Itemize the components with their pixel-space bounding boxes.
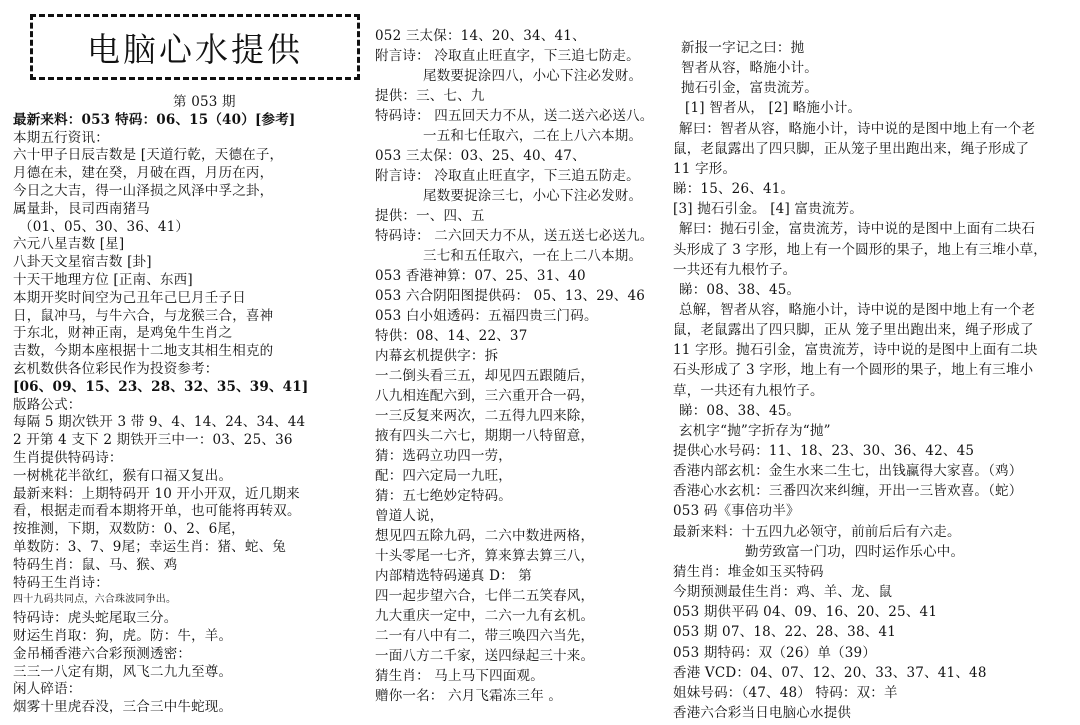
col3-line: 053 期供平码 04、09、16、20、25、41 bbox=[673, 604, 938, 621]
col2-line: 想见四五除九码，二六中数进两格， bbox=[375, 528, 595, 544]
col2-line: 053 六合阴阳图提供码： 05、13、29、46 bbox=[375, 288, 646, 304]
col2-line: 四一起步望六合，七伴二五笑春风， bbox=[375, 588, 595, 604]
col2-line: 猜：选码立功四一劳， bbox=[375, 448, 512, 464]
col1-line: 一树桃花半欲红，猴有口福又复出。 bbox=[13, 467, 233, 484]
col1-line: 十天干地理方位 [正南、东西] bbox=[13, 272, 193, 288]
col1-line: 六十甲子日辰吉数是 [天道行乾，天德在子， bbox=[13, 147, 284, 164]
col2-line: 八九相连配六到，三六重开合一码， bbox=[375, 388, 595, 404]
col3-line: 睇：08、38、45。 bbox=[679, 281, 801, 298]
col1-line: 闲人碎语： bbox=[13, 681, 82, 698]
col3-line: 姐妹号码：（47、48） 特码：双：羊 bbox=[673, 684, 898, 701]
col1-line: 金吊桶香港六合彩预测透密： bbox=[13, 645, 192, 662]
col3-line: 勤劳致富一门功，四时运作乐心中。 bbox=[745, 543, 965, 560]
col3-line: 智者从容，略施小计。 bbox=[681, 60, 818, 77]
col2-line: 配：四六定局一九旺， bbox=[375, 468, 512, 484]
col3-line: 053 期特码：双（26）单（39） bbox=[673, 644, 877, 661]
col1-line: 今日之大吉，得一山泽损之风泽中孚之卦， bbox=[13, 183, 274, 199]
col1-line: 三三一八定有期，风飞二九九至尊。 bbox=[13, 663, 233, 680]
col3-line: 香港内部玄机：金生水来二生七，出钱赢得大家喜。（鸡） bbox=[673, 463, 1023, 480]
col2-line: 内幕玄机提供字：拆 bbox=[375, 348, 499, 364]
col2-line: 特码诗： 二六回天力不从，送五送七必送九。 bbox=[375, 228, 654, 244]
page-title: 电脑心水提供 bbox=[87, 29, 303, 69]
col1-line: 特码诗：虎头蛇尾取三分。 bbox=[13, 610, 178, 627]
col1-line: 单数防：3、7、9尾；幸运生肖：猪、蛇、兔 bbox=[13, 539, 286, 555]
col2-line: 特码诗： 四五回天力不从，送二送六必送八。 bbox=[375, 108, 654, 124]
col3-line: 玄机字“抛”字折存为“抛” bbox=[679, 422, 831, 439]
col2-line: 053 三太保：03、25、40、47、 bbox=[375, 148, 586, 164]
col1-line: 本期五行资讯： bbox=[13, 129, 109, 146]
col2-line: 特供：08、14、22、37 bbox=[375, 328, 528, 344]
col1-line: 生肖提供特码诗： bbox=[13, 450, 123, 466]
col1-line: 特码王生肖诗： bbox=[13, 574, 109, 591]
col1-line: 特码生肖：鼠、马、猴、鸡 bbox=[13, 556, 178, 573]
col2-line: 掖有四头二六七，期期一八特留意， bbox=[375, 428, 595, 444]
col2-line: 赠你一名： 六月飞霜冻三年 。 bbox=[375, 688, 563, 704]
col2-line: 尾数要捉涂四八，小心下注必发财。 bbox=[423, 68, 643, 84]
col3-line: 香港心水玄机：三番四次来纠缠，开出一三皆欢喜。（蛇） bbox=[673, 483, 1023, 500]
col1-line: [06、09、15、23、28、32、35、39、41] bbox=[13, 378, 309, 395]
col3-line: [1] 智者从， [2] 略施小计。 bbox=[685, 100, 862, 117]
col1-line: 版路公式： bbox=[13, 396, 82, 413]
col3-line: 睇：15、26、41。 bbox=[673, 181, 795, 198]
col2-line: 提供：一、四、五 bbox=[375, 208, 485, 224]
title-box bbox=[30, 14, 360, 80]
col1-line: 月德在未，建在癸，月破在酉，月历在丙， bbox=[13, 165, 274, 182]
col2-line: 053 香港神算：07、25、31、40 bbox=[375, 268, 586, 284]
col3-line: 鼠，老鼠露出了四只脚，正从 笼子里出跑出来，绳子形成了 bbox=[673, 322, 1034, 339]
col3-line: 解曰：抛石引金，富贵流芳，诗中说的是图中上面有二块石 bbox=[679, 221, 1036, 238]
col1-line: 看，根据走而看本期将开单，也可能将再转双。 bbox=[13, 503, 301, 520]
col2-line: 二一有八中有二，带三唤四六当先， bbox=[375, 628, 595, 644]
col1-line: 于东北，财神正南，是鸡兔牛生肖之 bbox=[13, 325, 233, 342]
col2-line: 一二倒头看三五，却见四五跟随后， bbox=[375, 368, 595, 384]
col1-line: 日，鼠冲马，与牛六合，与龙猴三合，喜神 bbox=[13, 307, 274, 324]
col1-line: 按推测，下期，双数防：0、2、6尾， bbox=[13, 521, 245, 538]
col2-line: 猜：五七绝妙定特码。 bbox=[375, 488, 512, 504]
col3-line: 新报一字记之曰：抛 bbox=[681, 40, 805, 56]
col1-line: 财运生肖取：狗，虎。防：牛，羊。 bbox=[13, 628, 233, 644]
col3-line: 053 码《事倍功半》 bbox=[673, 503, 800, 520]
col3-line: 053 期 07、18、22、28、38、41 bbox=[673, 624, 897, 641]
col1-line: 属量卦，艮司西南猪马 bbox=[13, 200, 150, 217]
col2-line: 一三反复来两次，二五得九四来除， bbox=[375, 408, 595, 424]
col2-line: 内部精选特码递真 D： 第 bbox=[375, 568, 533, 584]
col2-line: 猜生肖： 马上马下四面观。 bbox=[375, 668, 544, 684]
col2-line: 九大重庆一定中，二六一九有玄机。 bbox=[375, 608, 595, 624]
col1-line: 每隔 5 期次铁开 3 带 9、4、14、24、34、44 bbox=[13, 414, 306, 431]
col3-line: 11 字形。 bbox=[673, 160, 737, 177]
col3-line: 香港 VCD：04、07、12、20、33、37、41、48 bbox=[673, 664, 987, 681]
col1-line: 最新来料：053 特码：06、15（40）[参考] bbox=[13, 111, 296, 128]
col2-line: 附言诗： 冷取直止旺直字，下三追五防走。 bbox=[375, 168, 640, 184]
col3-line: 香港六合彩当日电脑心水提供 bbox=[673, 704, 852, 721]
col2-line: 053 白小姐透码：五福四贵三门码。 bbox=[375, 308, 598, 324]
col3-line: 猜生肖：堆金如玉买特码 bbox=[673, 563, 824, 580]
col2-line: 提供：三、七、九 bbox=[375, 88, 485, 104]
col3-line: 抛石引金，富贵流芳。 bbox=[681, 80, 818, 97]
col1-line: 烟雾十里虎吞没，三合三中牛蛇现。 bbox=[13, 699, 233, 716]
col1-line: 六元八星吉数 [星] bbox=[13, 236, 125, 253]
col3-line: 鼠，老鼠露出了四只脚，正从笼子里出跑出来，绳子形成了 bbox=[673, 140, 1030, 157]
col3-line: 总解，智者从容，略施小计，诗中说的是图中地上有一个老 bbox=[679, 301, 1036, 318]
col2-line: 曾道人说， bbox=[375, 508, 444, 524]
col3-line: 解曰：智者从容，略施小计，诗中说的是图中地上有一个老 bbox=[679, 120, 1036, 137]
col3-line: 最新来料：十五四九必领守，前前后后有六走。 bbox=[673, 523, 961, 540]
col3-line: 睇：08、38、45。 bbox=[679, 402, 801, 419]
col1-line: 本期开奖时间空为己丑年己巳月壬子日 bbox=[13, 289, 246, 306]
col1-line: 吉数，今期本座根据十二地支其相生相克的 bbox=[13, 343, 274, 360]
col3-line: 草，一共还有九根竹子。 bbox=[673, 382, 824, 399]
col3-line: 今期预测最佳生肖：鸡、羊、龙、鼠 bbox=[673, 584, 893, 601]
col3-line: 石头形成了 3 字形，地上有一个圆形的果子，地上有三堆小 bbox=[673, 362, 1034, 379]
col1-line: 玄机数供各位彩民作为投资参考： bbox=[13, 361, 219, 377]
col2-line: 尾数要捉涂三七，小心下注必发财。 bbox=[423, 188, 643, 204]
col1-line: 第 053 期 bbox=[173, 94, 236, 110]
col3-line: [3] 抛石引金。 [4] 富贵流芳。 bbox=[673, 201, 863, 218]
col1-line: （01、05、30、36、41） bbox=[19, 218, 190, 235]
col3-line: 提供心水号码：11、18、23、30、36、42、45 bbox=[673, 443, 975, 459]
col1-line: 八卦天文星宿吉数 [卦] bbox=[13, 254, 152, 271]
col1-line: 最新来料：上期特码开 10 开小开双，近几期来 bbox=[13, 485, 300, 502]
col2-line: 一五和七任取六，二在上八六本期。 bbox=[423, 128, 643, 144]
col3-line: 头形成了 3 字形，地上有一个圆形的果子，地上有三堆小草， bbox=[673, 241, 1047, 258]
col2-line: 附言诗： 冷取直止旺直字，下三追七防走。 bbox=[375, 48, 640, 64]
col1-line: 四十九码共同点，六合珠波同争出。 bbox=[13, 594, 177, 606]
col1-line: 2 开第 4 支下 2 期铁开三中一：03、25、36 bbox=[13, 432, 293, 449]
col2-line: 一面八方二千家，送四绿起三十来。 bbox=[375, 648, 595, 664]
col3-line: 11 字形。抛石引金，富贵流芳，诗中说的是图中上面有二块 bbox=[673, 342, 1038, 359]
col2-line: 052 三太保：14、20、34、41、 bbox=[375, 28, 586, 44]
col3-line: 一共还有九根竹子。 bbox=[673, 261, 797, 278]
col2-line: 十头零尾一七齐，算来算去算三八， bbox=[375, 548, 595, 564]
col2-line: 三七和五任取六，一在上二八本期。 bbox=[423, 248, 643, 264]
